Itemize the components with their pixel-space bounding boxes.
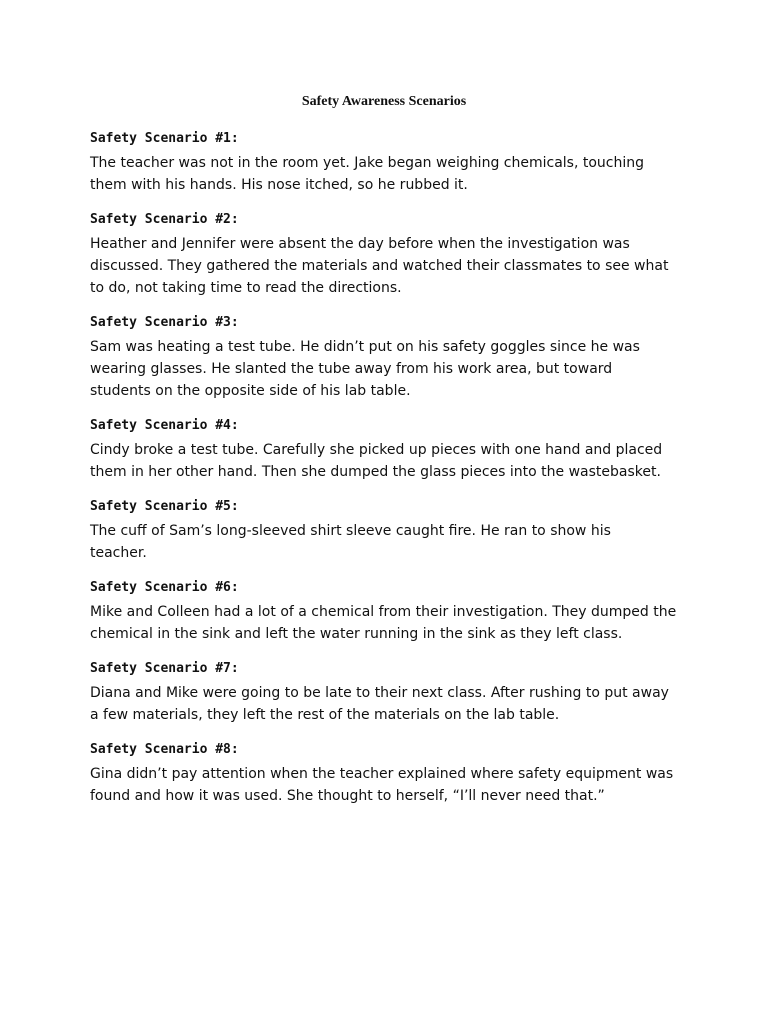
scenario-text: Diana and Mike were going to be late to their next class. After rushing to put away a few materials, they left the rest of the materials on the lab table. (90, 685, 669, 723)
scenario-8 (90, 741, 690, 807)
scenario-heading: Safety Scenario #5: (90, 499, 239, 514)
scenario-heading: Safety Scenario #6: (90, 580, 239, 595)
scenario-list (90, 130, 690, 822)
scenario-text: Heather and Jennifer were absent the day before when the investigation was discussed. They gathered the materials and watched their classmates to see what to do, not taking time to read the directions. (90, 236, 669, 296)
scenario-text: The cuff of Sam’s long-sleeved shirt sleeve caught fire. He ran to show his teacher. (90, 523, 611, 561)
scenario-text: The teacher was not in the room yet. Jake began weighing chemicals, touching them with his hands. His nose itched, so he rubbed it. (90, 155, 645, 193)
scenario-7 (90, 660, 690, 726)
scenario-heading: Safety Scenario #4: (90, 418, 239, 433)
scenario-heading: Safety Scenario #7: (90, 661, 239, 676)
scenario-6 (90, 579, 690, 645)
scenario-heading: Safety Scenario #3: (90, 315, 239, 330)
scenario-heading: Safety Scenario #1: (90, 131, 239, 146)
scenario-heading: Safety Scenario #2: (90, 212, 239, 227)
scenario-4 (90, 417, 690, 483)
scenario-text: Sam was heating a test tube. He didn’t put on his safety goggles since he was wearing glasses. He slanted the tube away from his work area, but toward students on the opposite side of his lab table. (90, 339, 640, 399)
scenario-5 (90, 498, 690, 564)
scenario-3 (90, 314, 690, 402)
scenario-heading: Safety Scenario #8: (90, 742, 239, 757)
scenario-text: Cindy broke a test tube. Carefully she picked up pieces with one hand and placed them in her other hand. Then she dumped the glass pieces into the wastebasket. (90, 442, 663, 480)
scenario-2 (90, 211, 690, 299)
scenario-1 (90, 130, 690, 196)
scenario-text: Mike and Colleen had a lot of a chemical from their investigation. They dumped the chemical in the sink and left the water running in the sink as they left class. (90, 604, 677, 642)
scenario-text: Gina didn’t pay attention when the teacher explained where safety equipment was found and how it was used. She thought to herself, “I’ll never need that.” (90, 766, 674, 804)
page-title: Safety Awareness Scenarios (301, 94, 467, 109)
